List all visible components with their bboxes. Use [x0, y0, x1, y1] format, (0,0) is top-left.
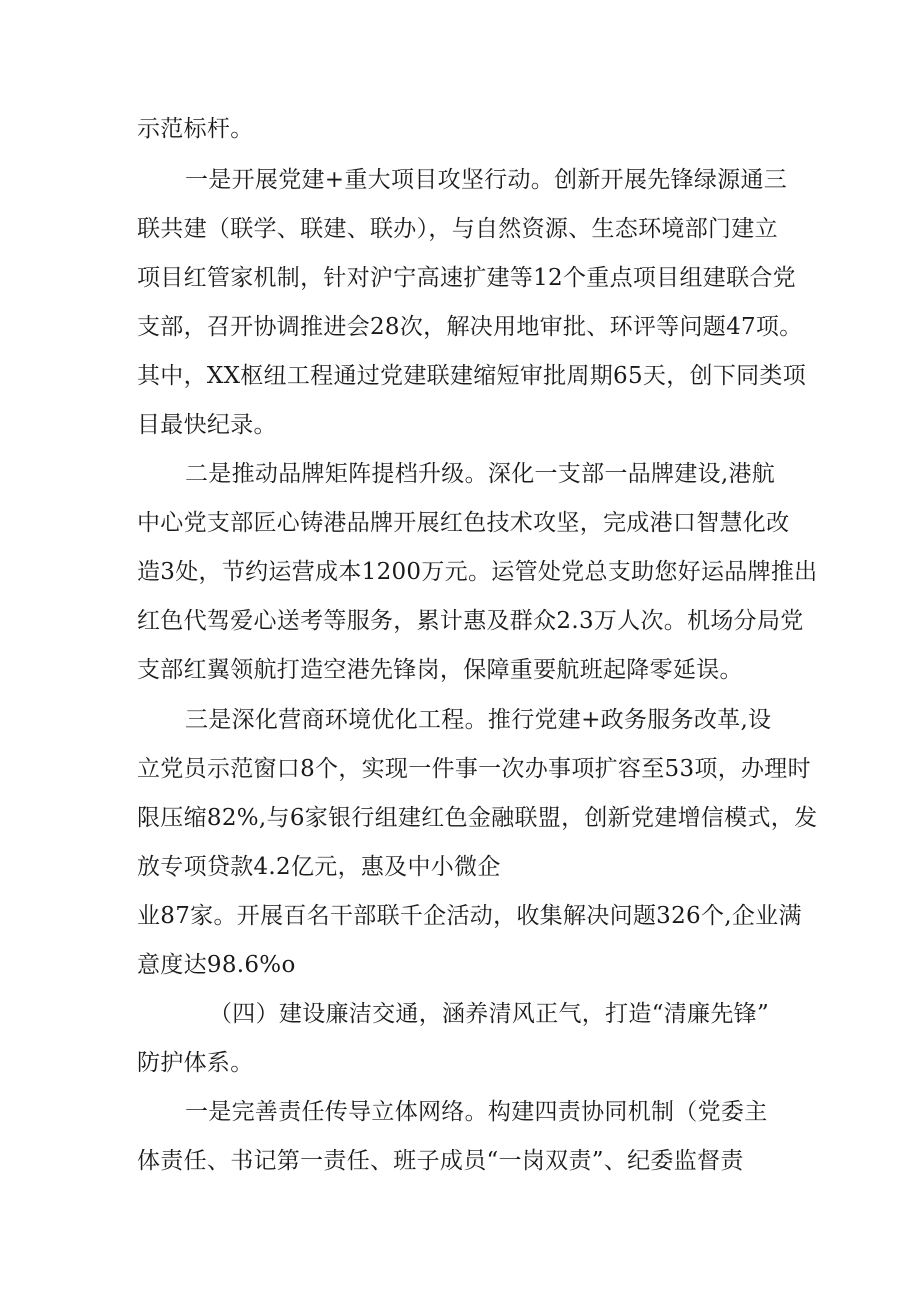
paragraph-first-line: 一是完善责任传导立体网络。构建四责协同机制（党委主 [185, 1099, 768, 1125]
text-line: 放专项贷款4.2亿元，惠及中小微企 [137, 854, 501, 880]
text-line: 示范标杆。 [137, 116, 254, 142]
text-line: 业87家。开展百名干部联千企活动，收集解决问题326个,企业满 [137, 903, 802, 929]
text-line: 中心党支部匠心铸港品牌开展红色技术攻坚，完成港口智慧化改 [137, 510, 790, 536]
text-line: 项目红管家机制，针对沪宁高速扩建等12个重点项目组建联合党 [137, 265, 796, 291]
paragraph-first-line: 二是推动品牌矩阵提档升级。深化一支部一品牌建设,港航 [185, 461, 776, 487]
text-line: 体责任、书记第一责任、班子成员“一岗双责”、纪委监督责 [137, 1148, 744, 1174]
text-line: 目最快纪录。 [137, 412, 277, 438]
text-line: 造3处，节约运营成本1200万元。运管处党总支助您好运品牌推出 [137, 559, 818, 585]
text-line: 立党员示范窗口8个，实现一件事一次办事项扩容至53项，办理时 [137, 756, 811, 782]
text-line: 意度达98.6%o [137, 952, 296, 978]
text-line: 其中，XX枢纽工程通过党建联建缩短审批周期65天，创下同类项 [137, 363, 807, 389]
text-line: 支部，召开协调推进会28次，解决用地审批、环评等问题47项。 [137, 314, 803, 340]
paragraph-first-line: 一是开展党建+重大项目攻坚行动。创新开展先锋绿源通三 [185, 167, 788, 193]
paragraph-first-line: 三是深化营商环境优化工程。推行党建+政务服务改革,设 [185, 707, 772, 733]
section-heading-continued: 防护体系。 [137, 1050, 254, 1076]
section-heading: （四）建设廉洁交通，涵养清风正气，打造“清廉先锋” [209, 1001, 770, 1027]
text-line: 限压缩82%,与6家银行组建红色金融联盟，创新党建增信模式，发 [137, 805, 818, 831]
text-line: 联共建（联学、联建、联办），与自然资源、生态环境部门建立 [137, 216, 778, 242]
text-line: 支部红翼领航打造空港先锋岗，保障重要航班起降零延误。 [137, 657, 743, 683]
text-line: 红色代驾爱心送考等服务，累计惠及群众2.3万人次。机场分局党 [137, 608, 804, 634]
